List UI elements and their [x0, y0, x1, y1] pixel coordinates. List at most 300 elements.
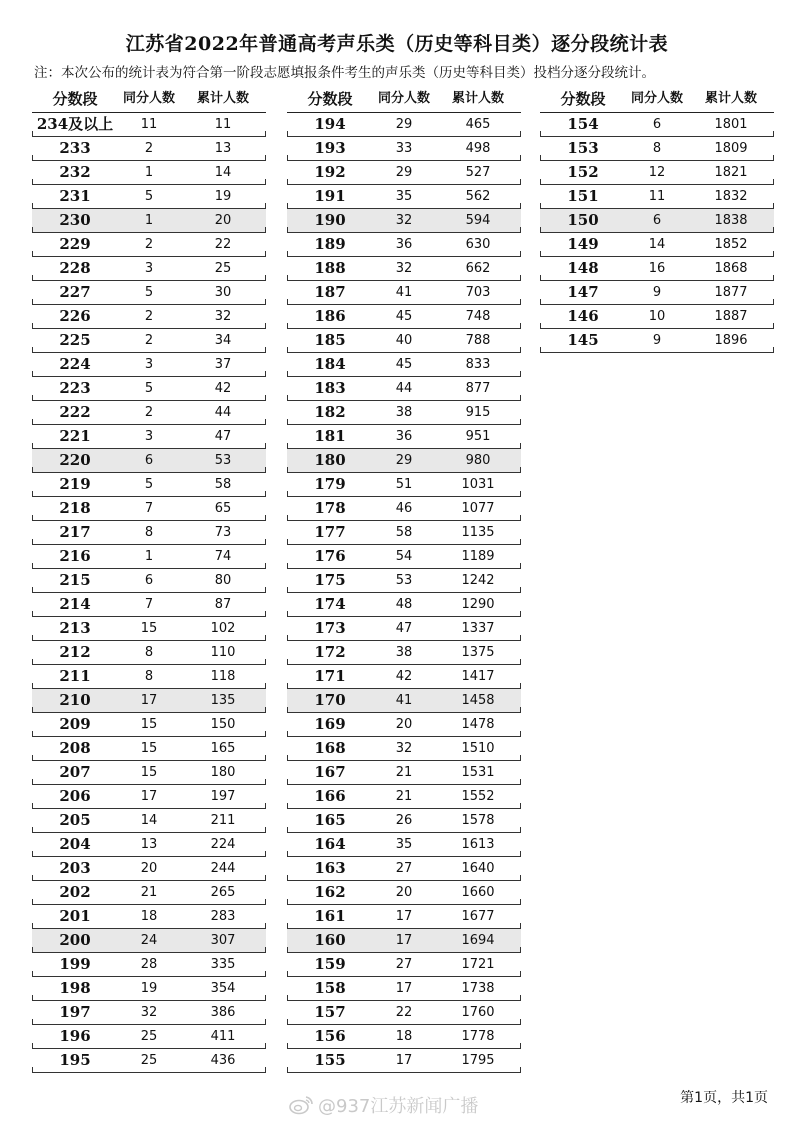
table-row [287, 617, 521, 641]
table-row [32, 593, 266, 617]
same-count-cell: 15 [140, 765, 158, 780]
same-count-cell: 6 [144, 573, 154, 588]
score-cell: 204 [59, 835, 91, 853]
table-row [287, 137, 521, 161]
cumulative-cell: 411 [210, 1029, 236, 1044]
header-same-count: 同分人数 [630, 91, 683, 106]
cumulative-cell: 1778 [461, 1029, 495, 1044]
table-row [32, 713, 266, 737]
score-cell: 170 [314, 691, 346, 709]
score-table-column-2 [287, 86, 521, 1073]
same-count-cell: 14 [648, 237, 666, 252]
table-row [287, 809, 521, 833]
same-count-cell: 5 [144, 381, 154, 396]
score-table-column-1 [32, 86, 266, 1073]
table-row [32, 785, 266, 809]
same-count-cell: 1 [144, 165, 154, 180]
score-cell: 195 [59, 1051, 91, 1069]
score-cell: 175 [314, 571, 346, 589]
score-cell: 211 [59, 667, 91, 685]
same-count-cell: 32 [395, 213, 413, 228]
same-count-cell: 17 [395, 909, 413, 924]
cumulative-cell: 1510 [461, 741, 495, 756]
table-row [32, 761, 266, 785]
table-row [287, 497, 521, 521]
row-tick [773, 347, 774, 353]
score-cell: 216 [59, 547, 91, 565]
cumulative-cell: 1613 [461, 837, 495, 852]
table-row [32, 665, 266, 689]
cumulative-cell: 32 [214, 309, 232, 324]
cumulative-cell: 980 [465, 453, 491, 468]
cumulative-cell: 1838 [714, 213, 748, 228]
same-count-cell: 7 [144, 597, 154, 612]
same-count-cell: 15 [140, 717, 158, 732]
cumulative-cell: 703 [465, 285, 491, 300]
score-cell: 233 [59, 139, 91, 157]
cumulative-cell: 833 [465, 357, 491, 372]
table-row [287, 473, 521, 497]
table-row [32, 569, 266, 593]
cumulative-cell: 335 [210, 957, 236, 972]
same-count-cell: 15 [140, 741, 158, 756]
table-row [287, 401, 521, 425]
table-row [32, 545, 266, 569]
header-same-count: 同分人数 [377, 91, 430, 106]
same-count-cell: 5 [144, 189, 154, 204]
same-count-cell: 11 [140, 117, 158, 132]
table-row [32, 689, 266, 713]
score-cell: 188 [314, 259, 346, 277]
cumulative-cell: 34 [214, 333, 232, 348]
table-row [287, 185, 521, 209]
score-cell: 160 [314, 931, 346, 949]
score-cell: 221 [59, 427, 91, 445]
table-row [287, 833, 521, 857]
same-count-cell: 41 [395, 693, 413, 708]
same-count-cell: 36 [395, 429, 413, 444]
table-header [540, 86, 774, 113]
cumulative-cell: 1375 [461, 645, 495, 660]
page-number: 第1页，共1页 [680, 1090, 768, 1106]
table-row [287, 1049, 521, 1073]
table-row [287, 257, 521, 281]
same-count-cell: 42 [395, 669, 413, 684]
same-count-cell: 13 [140, 837, 158, 852]
table-row [287, 425, 521, 449]
same-count-cell: 9 [652, 285, 662, 300]
same-count-cell: 5 [144, 477, 154, 492]
same-count-cell: 33 [395, 141, 413, 156]
score-cell: 178 [314, 499, 346, 517]
table-row [287, 449, 521, 473]
score-cell: 145 [567, 331, 599, 349]
same-count-cell: 19 [140, 981, 158, 996]
score-cell: 201 [59, 907, 91, 925]
cumulative-cell: 244 [210, 861, 236, 876]
cumulative-cell: 25 [214, 261, 232, 276]
same-count-cell: 44 [395, 381, 413, 396]
table-row [32, 737, 266, 761]
cumulative-cell: 307 [210, 933, 236, 948]
same-count-cell: 8 [144, 525, 154, 540]
cumulative-cell: 283 [210, 909, 236, 924]
score-cell: 165 [314, 811, 346, 829]
table-row [287, 113, 521, 137]
table-row [540, 233, 774, 257]
watermark-text: @937江苏新闻广播 [318, 1096, 479, 1117]
same-count-cell: 32 [395, 261, 413, 276]
table-row [32, 329, 266, 353]
same-count-cell: 8 [144, 669, 154, 684]
table-row [287, 953, 521, 977]
cumulative-cell: 118 [210, 669, 236, 684]
same-count-cell: 9 [652, 333, 662, 348]
cumulative-cell: 1887 [714, 309, 748, 324]
score-cell: 232 [59, 163, 91, 181]
same-count-cell: 2 [144, 141, 154, 156]
cumulative-cell: 1660 [461, 885, 495, 900]
score-cell: 200 [59, 931, 91, 949]
same-count-cell: 38 [395, 405, 413, 420]
score-cell: 187 [314, 283, 346, 301]
score-cell: 166 [314, 787, 346, 805]
cumulative-cell: 211 [210, 813, 236, 828]
score-cell: 151 [567, 187, 599, 205]
score-cell: 156 [314, 1027, 346, 1045]
score-cell: 161 [314, 907, 346, 925]
same-count-cell: 16 [648, 261, 666, 276]
score-cell: 206 [59, 787, 91, 805]
row-tick [287, 1067, 288, 1073]
score-cell: 176 [314, 547, 346, 565]
score-cell: 197 [59, 1003, 91, 1021]
table-row [287, 905, 521, 929]
score-cell: 192 [314, 163, 346, 181]
header-cumulative: 累计人数 [704, 91, 757, 106]
cumulative-cell: 1531 [461, 765, 495, 780]
same-count-cell: 28 [140, 957, 158, 972]
cumulative-cell: 951 [465, 429, 491, 444]
same-count-cell: 8 [652, 141, 662, 156]
score-cell: 149 [567, 235, 599, 253]
score-cell: 196 [59, 1027, 91, 1045]
score-cell: 185 [314, 331, 346, 349]
cumulative-cell: 1738 [461, 981, 495, 996]
same-count-cell: 6 [652, 117, 662, 132]
score-cell: 152 [567, 163, 599, 181]
cumulative-cell: 1821 [714, 165, 748, 180]
cumulative-cell: 498 [465, 141, 491, 156]
cumulative-cell: 135 [210, 693, 236, 708]
table-row [32, 281, 266, 305]
same-count-cell: 21 [395, 789, 413, 804]
cumulative-cell: 265 [210, 885, 236, 900]
table-row [32, 857, 266, 881]
same-count-cell: 45 [395, 357, 413, 372]
table-row [287, 377, 521, 401]
same-count-cell: 20 [395, 717, 413, 732]
table-row [287, 329, 521, 353]
cumulative-cell: 1578 [461, 813, 495, 828]
same-count-cell: 46 [395, 501, 413, 516]
header-cumulative: 累计人数 [451, 91, 504, 106]
cumulative-cell: 1478 [461, 717, 495, 732]
table-header [287, 86, 521, 113]
table-row [540, 209, 774, 233]
table-row [32, 977, 266, 1001]
score-cell: 167 [314, 763, 346, 781]
same-count-cell: 17 [395, 1053, 413, 1068]
same-count-cell: 22 [395, 1005, 413, 1020]
row-tick [265, 1067, 266, 1073]
same-count-cell: 17 [395, 981, 413, 996]
score-cell: 210 [59, 691, 91, 709]
same-count-cell: 1 [144, 549, 154, 564]
table-row [287, 593, 521, 617]
table-row [32, 881, 266, 905]
score-cell: 218 [59, 499, 91, 517]
score-cell: 171 [314, 667, 346, 685]
score-cell: 213 [59, 619, 91, 637]
cumulative-cell: 788 [465, 333, 491, 348]
table-row [32, 449, 266, 473]
table-row [32, 833, 266, 857]
score-cell: 209 [59, 715, 91, 733]
same-count-cell: 29 [395, 453, 413, 468]
score-cell: 219 [59, 475, 91, 493]
table-row [32, 113, 266, 137]
table-row [32, 353, 266, 377]
row-tick [32, 1067, 33, 1073]
cumulative-cell: 1337 [461, 621, 495, 636]
score-cell: 158 [314, 979, 346, 997]
table-row [540, 137, 774, 161]
same-count-cell: 32 [395, 741, 413, 756]
table-row [32, 1001, 266, 1025]
score-cell: 226 [59, 307, 91, 325]
table-row [287, 713, 521, 737]
cumulative-cell: 1809 [714, 141, 748, 156]
same-count-cell: 24 [140, 933, 158, 948]
cumulative-cell: 197 [210, 789, 236, 804]
score-cell: 184 [314, 355, 346, 373]
cumulative-cell: 877 [465, 381, 491, 396]
table-row [32, 809, 266, 833]
same-count-cell: 29 [395, 165, 413, 180]
score-cell: 212 [59, 643, 91, 661]
table-row [287, 929, 521, 953]
score-cell: 168 [314, 739, 346, 757]
table-row [32, 185, 266, 209]
score-cell: 229 [59, 235, 91, 253]
cumulative-cell: 80 [214, 573, 232, 588]
score-cell: 180 [314, 451, 346, 469]
cumulative-cell: 1189 [461, 549, 495, 564]
same-count-cell: 3 [144, 357, 154, 372]
score-cell: 208 [59, 739, 91, 757]
table-row [32, 137, 266, 161]
cumulative-cell: 1135 [461, 525, 495, 540]
cumulative-cell: 22 [214, 237, 232, 252]
same-count-cell: 51 [395, 477, 413, 492]
same-count-cell: 21 [395, 765, 413, 780]
score-cell: 224 [59, 355, 91, 373]
table-row [540, 281, 774, 305]
score-cell: 150 [567, 211, 599, 229]
same-count-cell: 18 [395, 1029, 413, 1044]
same-count-cell: 45 [395, 309, 413, 324]
table-row [287, 641, 521, 665]
score-cell: 182 [314, 403, 346, 421]
cumulative-cell: 11 [214, 117, 232, 132]
cumulative-cell: 1077 [461, 501, 495, 516]
score-cell: 194 [314, 115, 346, 133]
table-row [32, 209, 266, 233]
table-row [287, 281, 521, 305]
cumulative-cell: 1896 [714, 333, 748, 348]
table-row [287, 977, 521, 1001]
row-tick [540, 347, 541, 353]
cumulative-cell: 1417 [461, 669, 495, 684]
table-row [32, 473, 266, 497]
same-count-cell: 1 [144, 213, 154, 228]
cumulative-cell: 65 [214, 501, 232, 516]
table-row [32, 905, 266, 929]
same-count-cell: 48 [395, 597, 413, 612]
same-count-cell: 10 [648, 309, 666, 324]
table-row [287, 665, 521, 689]
header-score: 分数段 [52, 90, 98, 108]
score-cell: 203 [59, 859, 91, 877]
table-row [32, 617, 266, 641]
score-cell: 205 [59, 811, 91, 829]
score-table-column-3 [540, 86, 774, 353]
score-cell: 225 [59, 331, 91, 349]
score-cell: 230 [59, 211, 91, 229]
score-cell: 146 [567, 307, 599, 325]
same-count-cell: 53 [395, 573, 413, 588]
table-row [287, 521, 521, 545]
cumulative-cell: 1552 [461, 789, 495, 804]
cumulative-cell: 1677 [461, 909, 495, 924]
table-rows [540, 113, 774, 353]
cumulative-cell: 44 [214, 405, 232, 420]
same-count-cell: 6 [144, 453, 154, 468]
cumulative-cell: 150 [210, 717, 236, 732]
table-row [287, 545, 521, 569]
same-count-cell: 6 [652, 213, 662, 228]
score-cell: 172 [314, 643, 346, 661]
cumulative-cell: 1290 [461, 597, 495, 612]
table-row [32, 161, 266, 185]
score-cell: 147 [567, 283, 599, 301]
score-cell: 207 [59, 763, 91, 781]
cumulative-cell: 1242 [461, 573, 495, 588]
score-cell: 159 [314, 955, 346, 973]
page-title: 江苏省2022年普通高考声乐类（历史等科目类）逐分段统计表 [125, 33, 669, 55]
cumulative-cell: 354 [210, 981, 236, 996]
same-count-cell: 54 [395, 549, 413, 564]
table-row [32, 425, 266, 449]
score-cell: 191 [314, 187, 346, 205]
same-count-cell: 5 [144, 285, 154, 300]
table-row [32, 377, 266, 401]
score-cell: 202 [59, 883, 91, 901]
cumulative-cell: 224 [210, 837, 236, 852]
table-row [32, 233, 266, 257]
header-score: 分数段 [307, 90, 353, 108]
table-row [287, 785, 521, 809]
cumulative-cell: 748 [465, 309, 491, 324]
cumulative-cell: 1721 [461, 957, 495, 972]
same-count-cell: 2 [144, 237, 154, 252]
same-count-cell: 35 [395, 837, 413, 852]
score-cell: 190 [314, 211, 346, 229]
cumulative-cell: 465 [465, 117, 491, 132]
score-cell: 181 [314, 427, 346, 445]
score-cell: 198 [59, 979, 91, 997]
score-cell: 223 [59, 379, 91, 397]
cumulative-cell: 1801 [714, 117, 748, 132]
score-cell: 217 [59, 523, 91, 541]
header-same-count: 同分人数 [122, 91, 175, 106]
score-cell: 193 [314, 139, 346, 157]
table-row [32, 401, 266, 425]
score-cell: 154 [567, 115, 599, 133]
cumulative-cell: 53 [214, 453, 232, 468]
same-count-cell: 20 [140, 861, 158, 876]
same-count-cell: 25 [140, 1029, 158, 1044]
cumulative-cell: 915 [465, 405, 491, 420]
cumulative-cell: 37 [214, 357, 232, 372]
cumulative-cell: 436 [210, 1053, 236, 1068]
table-row [32, 1049, 266, 1073]
same-count-cell: 14 [140, 813, 158, 828]
cumulative-cell: 1031 [461, 477, 495, 492]
table-note: 注：本次公布的统计表为符合第一阶段志愿填报条件考生的声乐类（历史等科目类）投档分逐分段统计。 [34, 65, 655, 81]
table-row [287, 857, 521, 881]
cumulative-cell: 180 [210, 765, 236, 780]
table-row [540, 113, 774, 137]
table-row [287, 233, 521, 257]
same-count-cell: 2 [144, 333, 154, 348]
same-count-cell: 38 [395, 645, 413, 660]
score-cell: 179 [314, 475, 346, 493]
score-cell: 177 [314, 523, 346, 541]
table-rows [287, 113, 521, 1073]
same-count-cell: 8 [144, 645, 154, 660]
cumulative-cell: 1852 [714, 237, 748, 252]
table-header [32, 86, 266, 113]
cumulative-cell: 102 [210, 621, 236, 636]
table-row [287, 305, 521, 329]
same-count-cell: 47 [395, 621, 413, 636]
same-count-cell: 25 [140, 1053, 158, 1068]
cumulative-cell: 386 [210, 1005, 236, 1020]
score-cell: 231 [59, 187, 91, 205]
table-row [287, 353, 521, 377]
cumulative-cell: 20 [214, 213, 232, 228]
header-cumulative: 累计人数 [196, 91, 249, 106]
cumulative-cell: 630 [465, 237, 491, 252]
score-cell: 199 [59, 955, 91, 973]
table-row [32, 257, 266, 281]
cumulative-cell: 47 [214, 429, 232, 444]
same-count-cell: 40 [395, 333, 413, 348]
same-count-cell: 18 [140, 909, 158, 924]
cumulative-cell: 14 [214, 165, 232, 180]
